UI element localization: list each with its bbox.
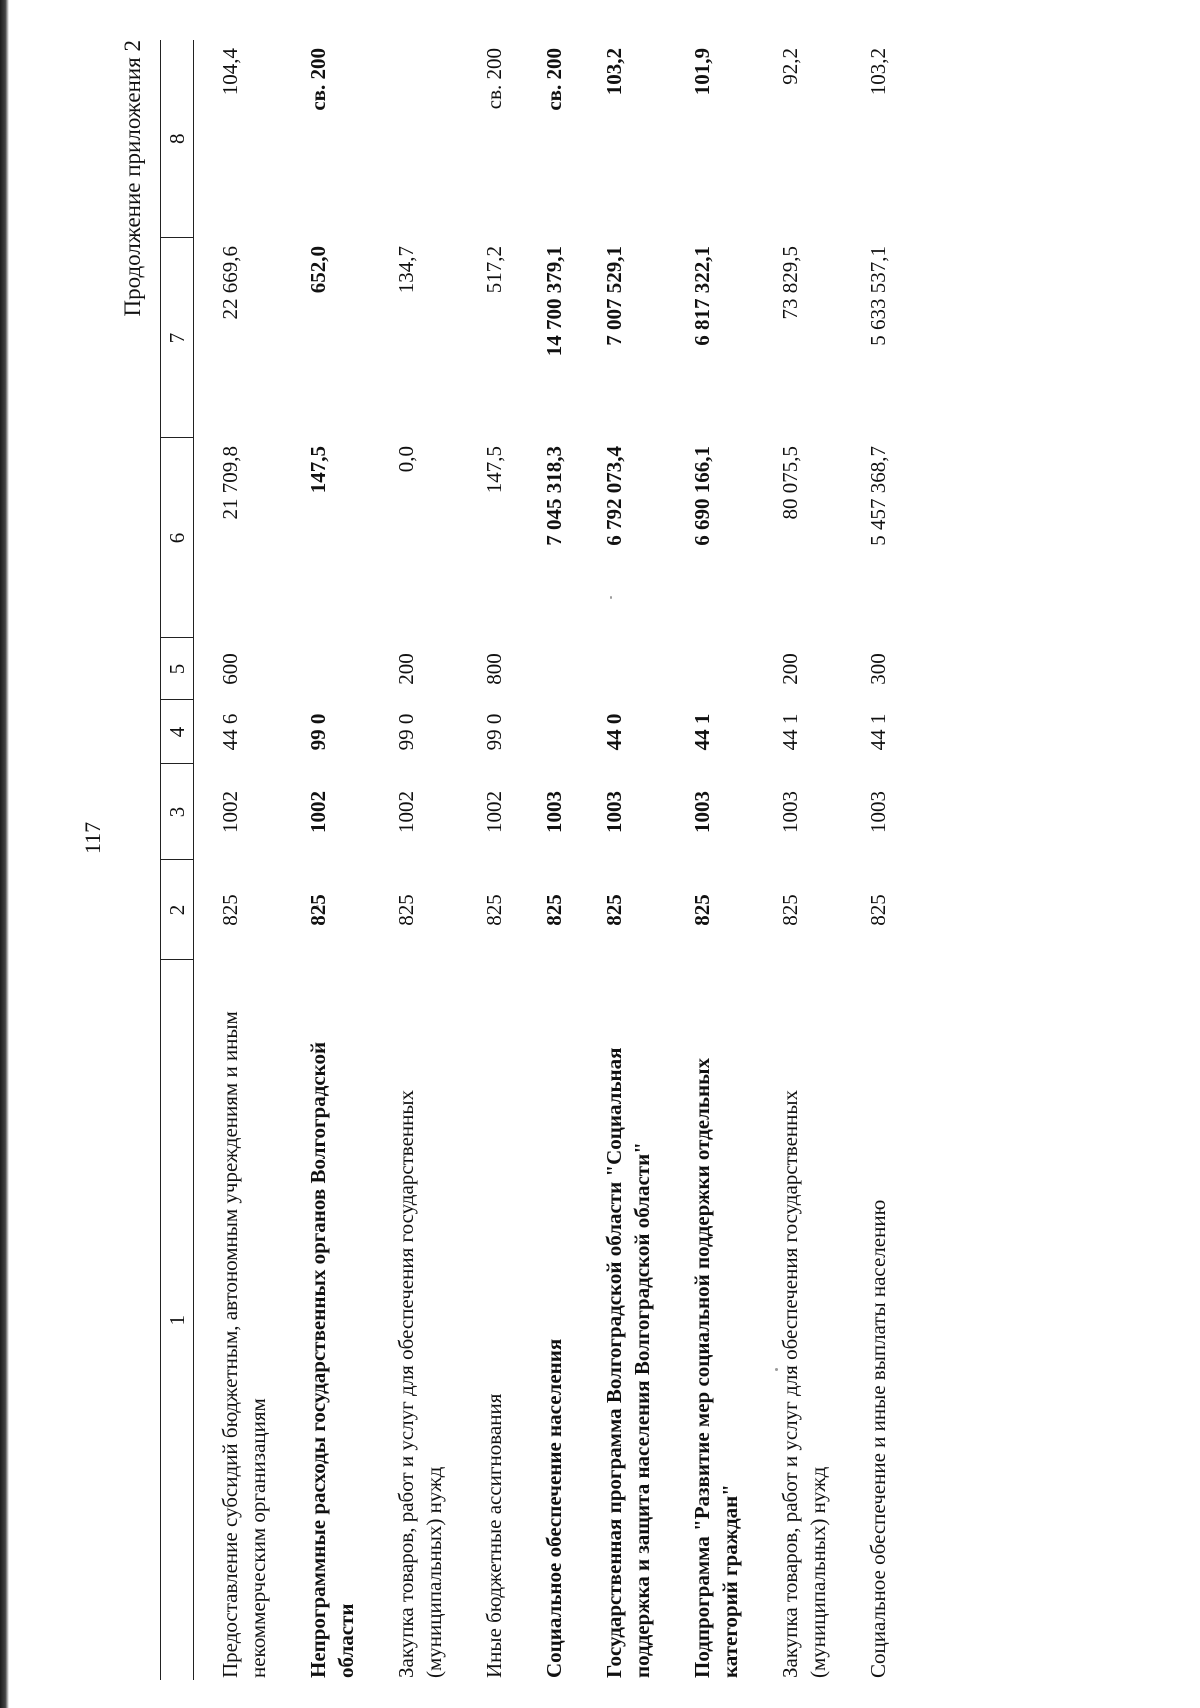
column-header: 1 [161, 960, 194, 1680]
column-header: 7 [161, 238, 194, 438]
row-name: Закупка товаров, работ и услуг для обеспечения государственных (муниципальных) нужд [394, 1089, 446, 1678]
cell-col3: 1003 [690, 791, 714, 833]
cell-col7: 652,0 [306, 246, 330, 294]
cell-col8: 101,9 [690, 48, 714, 96]
table-header-row [161, 40, 194, 1680]
cell-col6: 5 457 368,7 [866, 446, 890, 546]
cell-col6: 147,5 [306, 446, 330, 494]
row-name: Социальное обеспечение населения [542, 1338, 566, 1678]
cell-col7: 73 829,5 [778, 246, 802, 320]
cell-col6: 7 045 318,3 [542, 446, 566, 546]
column-header: 5 [161, 638, 194, 700]
cell-col5 [518, 638, 578, 700]
cell-col2: 825 [866, 894, 890, 926]
table-row [754, 40, 842, 1680]
cell-col4: 44 1 [866, 713, 890, 751]
cell-col2: 825 [690, 894, 714, 926]
cell-col8: св. 200 [482, 48, 506, 110]
cell-col6: 147,5 [482, 446, 506, 494]
row-name: Социальное обеспечение и иные выплаты населению [866, 1199, 890, 1678]
cell-col7: 517,2 [482, 246, 506, 294]
cell-col6: 6 792 073,4 [602, 446, 626, 546]
cell-col8: св. 200 [542, 48, 566, 111]
cell-col8: 103,2 [602, 48, 626, 96]
cell-col6: 0,0 [394, 446, 418, 473]
cell-col7: 6 817 322,1 [690, 246, 714, 346]
cell-col5: 300 [866, 653, 890, 685]
rotated-page-content [120, 40, 1200, 1680]
cell-col5: 200 [778, 653, 802, 685]
column-header: 3 [161, 764, 194, 860]
cell-col4 [518, 700, 578, 764]
column-header: 6 [161, 438, 194, 638]
cell-col8: св. 200 [306, 48, 330, 111]
cell-col2: 825 [542, 894, 566, 926]
cell-col7: 22 669,6 [218, 246, 242, 320]
table-row [370, 40, 458, 1680]
row-name: Предоставление субсидий бюджетным, автономным учреждениям и иным некоммерческим организациям [218, 1011, 270, 1678]
cell-col2: 825 [482, 894, 506, 926]
cell-col4: 44 1 [690, 713, 714, 751]
cell-col6: 80 075,5 [778, 446, 802, 520]
row-name: Непрограммные расходы государственных органов Волгоградской области [306, 1041, 358, 1678]
cell-col4: 44 6 [218, 713, 242, 751]
page-number: 117 [80, 821, 105, 854]
cell-col4: 99 0 [482, 713, 506, 751]
scan-edge-shadow [0, 0, 9, 1708]
cell-col5 [578, 638, 666, 700]
appendix-caption: Продолжение приложения 2 [120, 40, 145, 317]
column-header: 8 [161, 40, 194, 238]
table-row [578, 40, 666, 1680]
cell-col3: 1003 [542, 791, 566, 833]
cell-col2: 825 [306, 894, 330, 926]
cell-col4: 44 0 [602, 713, 626, 751]
cell-col6: 6 690 166,1 [690, 446, 714, 546]
cell-col3: 1002 [306, 791, 330, 833]
cell-col3: 1003 [866, 791, 890, 833]
cell-col7: 7 007 529,1 [602, 246, 626, 346]
cell-col8: 104,4 [218, 48, 242, 96]
cell-col5 [666, 638, 754, 700]
cell-col8: 103,2 [866, 48, 890, 96]
cell-col3: 1003 [778, 791, 802, 833]
row-name: Государственная программа Волгоградской области "Социальная поддержка и защита населения Волгоградской области" [602, 1047, 654, 1678]
cell-col3: 1002 [482, 791, 506, 833]
cell-col3: 1003 [602, 791, 626, 833]
row-name: Иные бюджетные ассигнования [482, 1393, 506, 1678]
cell-col5: 600 [218, 653, 242, 685]
table-row [518, 40, 578, 1680]
table-row [194, 40, 283, 1680]
cell-col3: 1002 [218, 791, 242, 833]
cell-col2: 825 [778, 894, 802, 926]
row-name: Закупка товаров, работ и услуг для обеспечения государственных (муниципальных) нужд [778, 1089, 830, 1678]
column-header: 2 [161, 860, 194, 960]
table-row [458, 40, 518, 1680]
cell-col4: 44 1 [778, 713, 802, 751]
budget-table [160, 40, 902, 1680]
cell-col2: 825 [218, 894, 242, 926]
row-name: Подпрограмма "Развитие мер социальной поддержки отдельных категорий граждан" [690, 1057, 742, 1678]
table-row [842, 40, 902, 1680]
cell-col7: 134,7 [394, 246, 418, 294]
table-row [666, 40, 754, 1680]
cell-col2: 825 [602, 894, 626, 926]
cell-col2: 825 [394, 894, 418, 926]
cell-col8 [370, 40, 458, 238]
cell-col4: 99 0 [306, 713, 330, 751]
cell-col7: 14 700 379,1 [542, 246, 566, 357]
column-header: 4 [161, 700, 194, 764]
table-row [282, 40, 370, 1680]
cell-col4: 99 0 [394, 713, 418, 751]
cell-col7: 5 633 537,1 [866, 246, 890, 346]
cell-col5: 800 [482, 653, 506, 685]
cell-col5: 200 [394, 653, 418, 685]
cell-col8: 92,2 [778, 48, 802, 85]
cell-col3: 1002 [394, 791, 418, 833]
cell-col6: 21 709,8 [218, 446, 242, 520]
cell-col5 [282, 638, 370, 700]
